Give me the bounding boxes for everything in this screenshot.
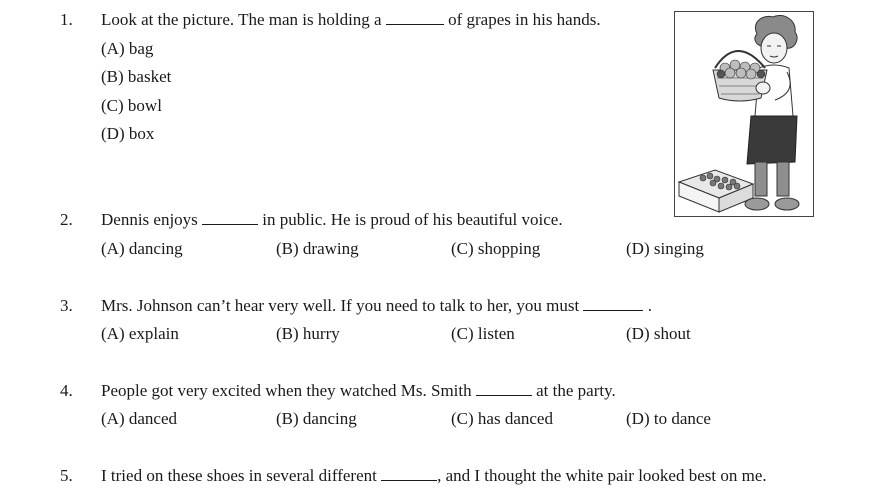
question-4-text [101,381,616,401]
option-c: (C) shopping [451,239,541,258]
question-number: 4. [60,381,73,400]
question-number: 2. [60,210,73,229]
question-number: 3. [60,296,73,315]
option-d: (D) box [101,124,155,143]
question-text-before: Mrs. Johnson can’t hear very well. If you need to talk to her, you must [101,296,580,315]
question-number: 5. [60,466,73,485]
answer-blank [386,10,444,25]
option-c: (C) listen [451,324,515,343]
question-5-text [101,466,767,486]
option-d: (D) to dance [626,409,711,428]
answer-blank [476,381,532,396]
option-a: (A) explain [101,324,179,343]
question-text-before: Look at the picture. The man is holding a [101,10,382,29]
question-text-after: . [647,296,652,315]
option-a: (A) danced [101,409,177,428]
option-d: (D) shout [626,324,691,343]
question-text-after: in public. He is proud of his beautiful voice. [262,210,563,229]
question-1-text [101,10,601,30]
option-b: (B) dancing [276,409,357,428]
man-holding-basket-illustration [675,12,813,216]
option-a: (A) bag [101,39,154,58]
option-c: (C) has danced [451,409,553,428]
answer-blank [381,466,437,481]
question-number: 1. [60,10,73,29]
question-text-before: People got very excited when they watched Ms. Smith [101,381,472,400]
question-3-text [101,296,652,316]
grapes-man-picture [674,11,814,217]
option-d: (D) singing [626,239,704,258]
option-b: (B) hurry [276,324,340,343]
option-b: (B) basket [101,67,172,86]
question-text-before: I tried on these shoes in several different [101,466,377,485]
question-text-after: at the party. [536,381,616,400]
question-text-after: , and I thought the white pair looked best on me. [437,466,767,485]
answer-blank [202,210,258,225]
question-text-before: Dennis enjoys [101,210,198,229]
option-c: (C) bowl [101,96,162,115]
option-a: (A) dancing [101,239,183,258]
question-text-after: of grapes in his hands. [448,10,601,29]
option-b: (B) drawing [276,239,359,258]
answer-blank [583,296,643,311]
question-2-text [101,210,563,230]
